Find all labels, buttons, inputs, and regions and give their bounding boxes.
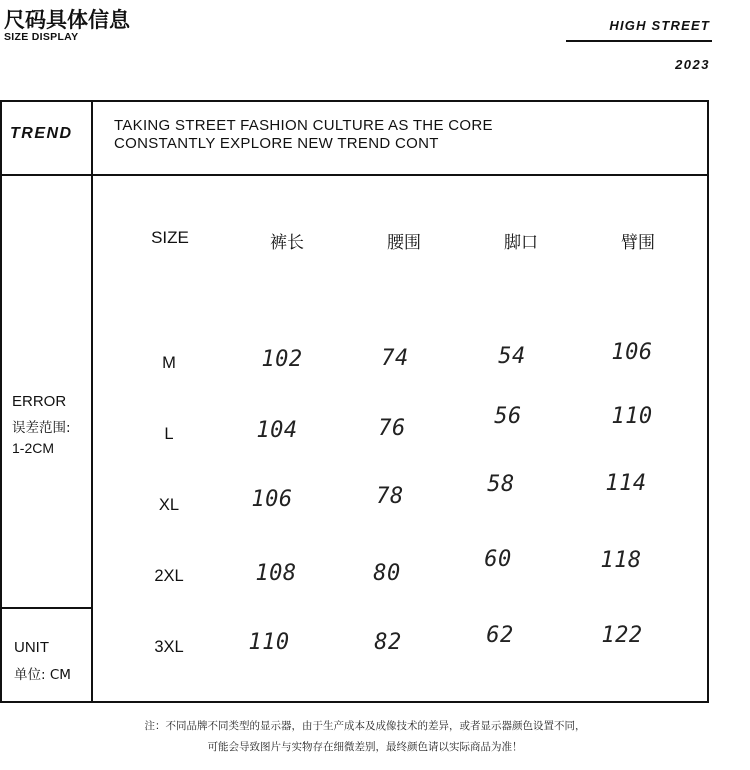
size-table-frame	[0, 100, 709, 703]
year-label: 2023	[675, 57, 710, 72]
table-cell: 80	[373, 561, 401, 586]
table-cell: 82	[374, 630, 402, 655]
footer-note-line-1: 注：不同品牌不同类型的显示器，由于生产成本及成像技术的差异，或者显示器颜色设置不同，	[144, 720, 586, 732]
table-cell: 104	[256, 418, 298, 443]
banner-divider	[0, 174, 709, 176]
table-cell: 114	[605, 471, 647, 496]
table-cell: 58	[487, 472, 515, 497]
error-label-cn: 误差范围:	[12, 420, 71, 436]
unit-label-cn: 单位: CM	[14, 667, 71, 683]
column-divider	[91, 100, 93, 703]
unit-label: UNIT	[14, 639, 49, 656]
column-header-hem: 脚口	[504, 233, 538, 253]
table-cell: 76	[378, 416, 406, 441]
error-label: ERROR	[12, 393, 67, 410]
table-cell: 106	[251, 487, 293, 512]
table-row-size: XL	[158, 496, 180, 514]
brand-tag: HIGH STREET	[609, 18, 710, 33]
table-cell: 110	[611, 404, 653, 429]
table-cell: 60	[484, 547, 512, 572]
footer-note-line-2: 可能会导致图片与实物存在细微差别，最终颜色请以实际商品为准！	[207, 741, 523, 753]
table-cell: 118	[600, 548, 642, 573]
column-header-length: 裤长	[270, 233, 304, 253]
table-cell: 102	[261, 347, 303, 372]
table-row-size: L	[164, 425, 174, 443]
table-cell: 56	[494, 404, 522, 429]
table-cell: 106	[611, 340, 653, 365]
table-cell: 108	[255, 561, 297, 586]
brand-underline	[566, 40, 712, 42]
trend-tag: TREND	[10, 125, 73, 142]
unit-divider	[0, 607, 93, 609]
table-cell: 78	[376, 484, 404, 509]
table-row-size: 2XL	[154, 567, 184, 585]
page-title: 尺码具体信息	[4, 8, 130, 32]
column-header-arm: 臂围	[621, 233, 655, 253]
page-subtitle: SIZE DISPLAY	[4, 31, 79, 43]
table-cell: 54	[498, 344, 526, 369]
table-cell: 122	[601, 623, 643, 648]
table-cell: 62	[486, 623, 514, 648]
slogan-line-2: CONSTANTLY EXPLORE NEW TREND CONT	[114, 135, 439, 152]
column-header-waist: 腰围	[387, 233, 421, 253]
table-cell: 110	[248, 630, 290, 655]
column-header-size: SIZE	[151, 228, 189, 247]
slogan	[114, 117, 493, 153]
table-row-size: 3XL	[154, 638, 184, 656]
slogan-line-1: TAKING STREET FASHION CULTURE AS THE CORE	[114, 117, 493, 134]
table-row-size: M	[162, 354, 176, 372]
table-cell: 74	[381, 346, 409, 371]
error-range: 1-2CM	[12, 440, 55, 456]
